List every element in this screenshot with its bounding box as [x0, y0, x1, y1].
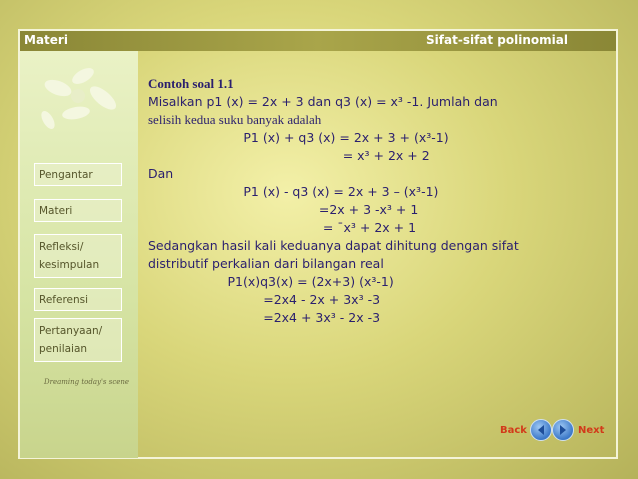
sidebar-item-label: Materi	[39, 205, 73, 217]
content-line: = x³ + 2x + 2	[148, 148, 430, 163]
content-line: distributif perkalian dari bilangan real	[148, 256, 384, 271]
content-line: Sedangkan hasil kali keduanya dapat dihitung dengan sifat	[148, 238, 519, 253]
decoration-caption: Dreaming today's scene	[44, 378, 130, 386]
arrow-left-icon	[530, 419, 552, 441]
content-line: = ¯x³ + 2x + 1	[148, 220, 417, 235]
example-title: Contoh soal 1.1	[148, 76, 234, 91]
arrow-right-icon	[552, 419, 574, 441]
sidebar-item-materi[interactable]	[34, 199, 122, 222]
content-line: Misalkan p1 (x) = 2x + 3 dan q3 (x) = x³ -1. Jumlah dan	[148, 94, 498, 109]
sidebar-item-pertanyaan[interactable]	[34, 318, 122, 362]
content-line: =2x4 + 3x³ - 2x -3	[148, 310, 381, 325]
page-title: Sifat-sifat polinomial	[426, 33, 568, 47]
content-line: =2x + 3 -x³ + 1	[148, 202, 419, 217]
content-line: =2x4 - 2x + 3x³ -3	[148, 292, 381, 307]
content-line: P1 (x) + q3 (x) = 2x + 3 + (x³-1)	[148, 130, 449, 145]
sidebar-item-label: Refleksi/	[39, 241, 84, 253]
sidebar-item-label-line2: kesimpulan	[39, 259, 100, 271]
sidebar-item-label: Pertanyaan/	[39, 325, 103, 337]
content-line: Dan	[148, 166, 174, 181]
flower-decoration-icon	[28, 58, 134, 146]
next-button[interactable]	[552, 419, 604, 441]
section-title: Materi	[24, 33, 68, 47]
sidebar-item-refleksi[interactable]	[34, 234, 122, 278]
sidebar-item-referensi[interactable]	[34, 288, 122, 311]
next-label: Next	[578, 424, 605, 436]
content-line: selisih kedua suku banyak adalah	[148, 112, 322, 127]
sidebar-item-label-line2: penilaian	[39, 343, 88, 355]
sidebar-item-label: Pengantar	[39, 169, 93, 181]
content-line: P1 (x) - q3 (x) = 2x + 3 – (x³-1)	[148, 184, 439, 199]
back-button[interactable]	[500, 419, 552, 441]
header-bar	[20, 31, 616, 51]
content-line: P1(x)q3(x) = (2x+3) (x³-1)	[148, 274, 394, 289]
sidebar-item-label: Referensi	[39, 294, 89, 306]
back-label: Back	[500, 424, 527, 436]
main-content	[148, 75, 608, 327]
sidebar-item-pengantar[interactable]	[34, 163, 122, 186]
